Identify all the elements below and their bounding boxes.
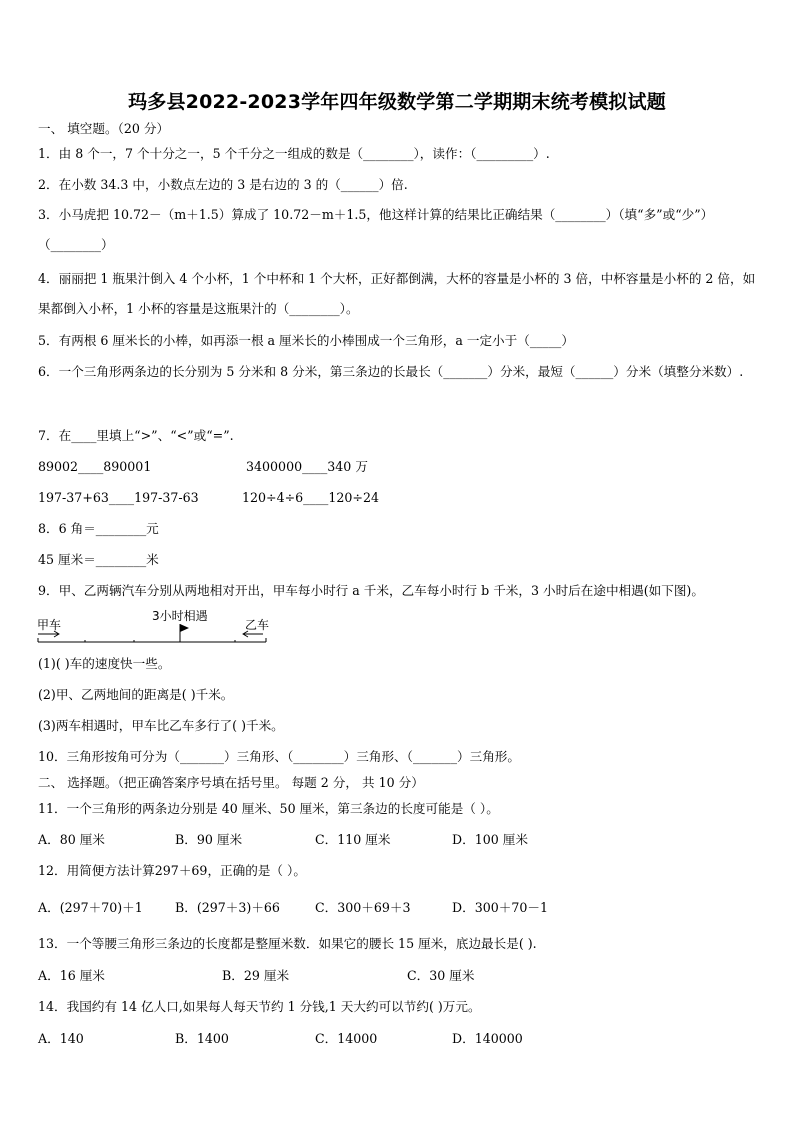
question-11-option-d[interactable]: D．100 厘米: [452, 832, 528, 847]
question-2: 2．在小数 34.3 中，小数点左边的 3 是右边的 3 的（______）倍.: [38, 177, 408, 192]
question-14-option-d[interactable]: D．140000: [452, 1031, 523, 1046]
option-expression: 300＋69＋3: [337, 900, 411, 915]
diagram-flag-label: 3小时相遇: [152, 609, 208, 623]
section-heading-choice: 二、 选择题。（把正确答案序号填在括号里。 每题 2 分， 共 10 分）: [38, 775, 424, 790]
question-12-option-b[interactable]: [175, 900, 280, 916]
question-12-option-d[interactable]: [452, 900, 548, 916]
question-9-part-1: (1)( )车的速度快一些。: [38, 656, 171, 671]
option-expression: 300＋70－1: [474, 900, 548, 915]
question-7-item-a: 89002____890001: [38, 459, 152, 474]
question-7-item-d: 120÷4÷6____120÷24: [242, 490, 379, 505]
question-8-b: 45 厘米＝________米: [38, 552, 159, 567]
question-11-option-a[interactable]: A．80 厘米: [38, 832, 105, 847]
option-label: A．: [38, 900, 60, 915]
question-4: 4．丽丽把 1 瓶果汁倒入 4 个小杯，1 个中杯和 1 个大杯，正好都倒满，大杯的容量是小杯的 3 倍，中杯容量是小杯的 2 倍，如果都倒入小杯，1 小杯的容量是这瓶果汁的（________）。: [38, 271, 756, 316]
meeting-diagram: [36, 606, 272, 646]
diagram-right-label: 乙车: [245, 618, 270, 632]
option-expression: (297＋3)＋66: [196, 900, 280, 915]
question-9-part-3: (3)两车相遇时，甲车比乙车多行了( )千米。: [38, 718, 284, 733]
diagram-left-label: 甲车: [37, 618, 62, 632]
question-13-option-a[interactable]: A．16 厘米: [38, 968, 105, 983]
question-9-stem: 9．甲、乙两辆汽车分别从两地相对开出，甲车每小时行 a 千米，乙车每小时行 b 千米，3 小时后在途中相遇(如下图)。: [38, 583, 704, 598]
question-13-option-c[interactable]: C．30 厘米: [407, 968, 475, 983]
question-11-option-b[interactable]: B．90 厘米: [175, 832, 243, 847]
question-7-item-c: 197-37+63____197-37-63: [38, 490, 199, 505]
question-12-expression: 297＋69: [154, 863, 208, 878]
flag-icon: [180, 624, 189, 632]
option-expression: (297＋70)＋1: [59, 900, 143, 915]
question-8-a: 8．6 角＝________元: [38, 521, 159, 536]
question-3: 3．小马虎把 10.72－（m＋1.5）算成了 10.72－m＋1.5，他这样计算的结果比正确结果（________）（填“多”或“少”）（________）: [38, 207, 714, 252]
question-14-option-a[interactable]: A．140: [38, 1031, 84, 1046]
question-6: 6．一个三角形两条边的长分别为 5 分米和 8 分米，第三条边的长最长（_______）分米，最短（______）分米（填整分米数）.: [38, 364, 744, 379]
question-12-stem: [38, 863, 306, 879]
question-1: 1．由 8 个一，7 个十分之一，5 个千分之一组成的数是（________），读作：（_________）.: [38, 146, 550, 161]
option-label: D．: [452, 900, 475, 915]
question-14-stem: 14．我国约有 14 亿人口,如果每人每天节约 1 分钱,1 天大约可以节约( )万元。: [38, 999, 481, 1014]
question-14-option-b[interactable]: B．1400: [175, 1031, 229, 1046]
question-12-stem-suffix: ，正确的是（ ）。: [207, 863, 306, 878]
question-9-part-2: (2)甲、乙两地间的距离是( )千米。: [38, 687, 234, 702]
question-12-option-a[interactable]: [38, 900, 143, 916]
question-12-stem-prefix: 12．用简便方法计算: [38, 863, 155, 878]
question-10: 10．三角形按角可分为（_______）三角形、（________）三角形、（_______）三角形。: [38, 749, 520, 764]
option-label: C．: [315, 900, 338, 915]
page-title: 玛多县2022-2023学年四年级数学第二学期期末统考模拟试题: [128, 91, 666, 113]
section-heading-fill-blank: 一、 填空题。（20 分）: [38, 121, 170, 136]
question-14-option-c[interactable]: C．14000: [315, 1031, 378, 1046]
question-7-item-b: 3400000____340 万: [246, 459, 368, 474]
option-label: B．: [175, 900, 197, 915]
question-11-stem: 11．一个三角形的两条边分别是 40 厘米、50 厘米，第三条边的长度可能是（ ）。: [38, 801, 499, 816]
question-13-stem: 13．一个等腰三角形三条边的长度都是整厘米数．如果它的腰长 15 厘米，底边最长是( ).: [38, 936, 537, 951]
question-7-stem: 7．在____里填上“>”、“<”或“=”.: [38, 428, 234, 443]
question-12-option-c[interactable]: [315, 900, 411, 916]
question-5: 5．有两根 6 厘米长的小棒，如再添一根 a 厘米长的小棒围成一个三角形，a 一定小于（_____）: [38, 333, 574, 348]
question-13-option-b[interactable]: B．29 厘米: [222, 968, 290, 983]
question-11-option-c[interactable]: C．110 厘米: [315, 832, 391, 847]
